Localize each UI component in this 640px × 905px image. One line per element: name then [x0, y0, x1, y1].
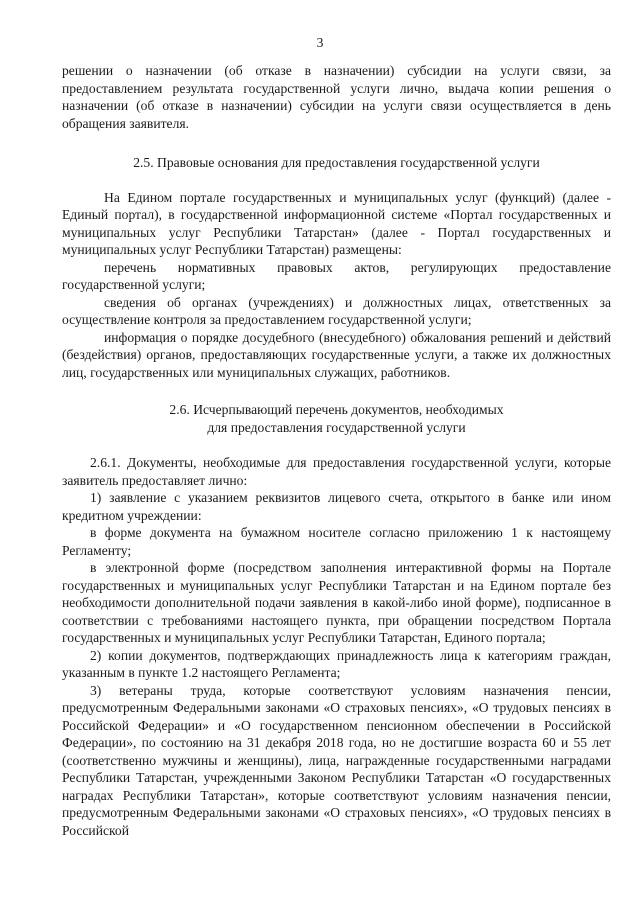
paragraph-portals: На Едином портале государственных и муниципальных услуг (функций) (далее - Единый портал), в государственной информационной системе «Портал государственных и муниципальных услуг Республики Татарстан» (далее - Портал государственных и муниципальных услуг Республики Татарстан) размещены: [62, 189, 611, 257]
paragraph-paper-form: в форме документа на бумажном носителе согласно приложению 1 к настоящему Регламенту; [62, 525, 611, 558]
paragraph-control-bodies: сведения об органах (учреждениях) и должностных лицах, ответственных за осуществление контроля за предоставлением государственной услуги; [62, 294, 611, 327]
paragraph-legal-acts: перечень нормативных правовых актов, регулирующих предоставление государственной услуги; [62, 259, 611, 292]
paragraph-2-6-1: 2.6.1. Документы, необходимые для предоставления государственной услуги, которые заявитель предоставляет лично: [62, 455, 611, 488]
paragraph-subsidy-decision: решении о назначении (об отказе в назначении) субсидии на услуги связи, за предоставлением результата государственной услуги лично, выдача копии решения о назначении (об отказе в назначении) субсидии на услуги связи осуществляется в день обращения заявителя. [62, 63, 611, 131]
list-item-application: 1) заявление с указанием реквизитов лицевого счета, открытого в банке или ином кредитном учреждении: [62, 490, 611, 523]
page-number: 3 [316, 35, 324, 50]
list-item-labor-veterans: 3) ветераны труда, которые соответствуют условиям назначения пенсии, предусмотренным Федеральными законами «О страховых пенсиях», «О трудовых пенсиях в Российской Федерации» и «О государственном пенсионном обеспечении в Российской Федерации», по состоянию на 31 декабря 2018 года, но не достигшие возраста 60 и 55 лет (соответственно мужчины и женщины), лица, награжденные государственными наградами Республики Татарстан, учрежденными Законом Республики Татарстан «О государственных наградах Республики Татарстан», которые соответствуют условиям назначения пенсии, предусмотренным Федеральными законами «О страховых пенсиях», «О трудовых пенсиях в Российской [62, 682, 611, 838]
paragraph-appeal-info: информация о порядке досудебного (внесудебного) обжалования решений и действий (бездействия) органов, предоставляющих государственные услуги, а также их должностных лиц, государственных или муниципальных служащих, работников. [62, 329, 611, 380]
section-heading-2-5: 2.5. Правовые основания для предоставления государственной услуги [133, 155, 540, 170]
page-content [62, 62, 611, 839]
paragraph-electronic-form: в электронной форме (посредством заполнения интерактивной формы на Портале государственных и муниципальных услуг Республики Татарстан и на Едином портале без необходимости дополнительной подачи заявления в какой-либо иной форме), подписанное в соответствии с требованиями настоящего пункта, при обращении посредством Портала государственных и муниципальных услуг Республики Татарстан, Единого портала; [62, 560, 611, 645]
list-item-document-copies: 2) копии документов, подтверждающих принадлежность лица к категориям граждан, указанным в пункте 1.2 настоящего Регламента; [62, 647, 611, 680]
section-heading-2-6-line2: для предоставления государственной услуги [207, 419, 466, 435]
section-heading-2-6-line1: 2.6. Исчерпывающий перечень документов, необходимых [169, 402, 504, 417]
